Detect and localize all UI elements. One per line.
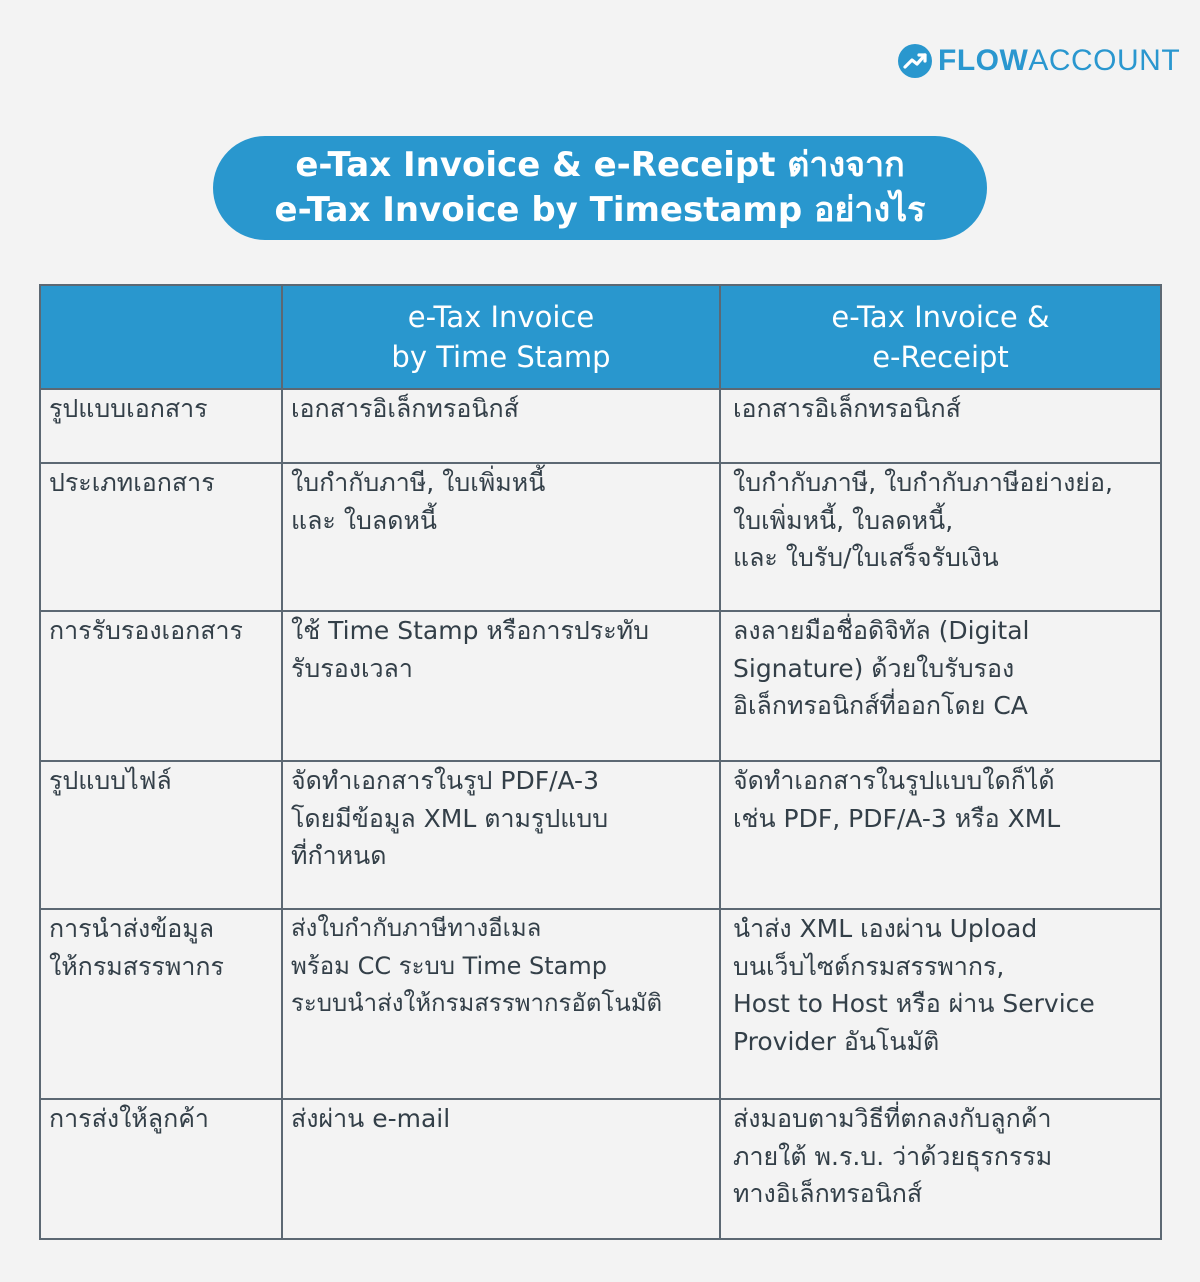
cell-ereceipt: ส่งมอบตามวิธีที่ตกลงกับลูกค้า ภายใต้ พ.ร.บ. ว่าด้วยธุรกรรม ทางอิเล็กทรอนิกส์: [720, 1099, 1161, 1239]
table-row: [40, 463, 1161, 611]
comparison-table: [39, 284, 1162, 1240]
cell-timestamp: ส่งใบกำกับภาษีทางอีเมล พร้อม CC ระบบ Time Stamp ระบบนำส่งให้กรมสรรพากรอัตโนมัติ: [282, 909, 720, 1099]
logo-wordmark: FLOWACCOUNT: [938, 44, 1181, 77]
row-label: ประเภทเอกสาร: [40, 463, 282, 611]
cell-ereceipt: นำส่ง XML เองผ่าน Upload บนเว็บไซต์กรมสรรพากร, Host to Host หรือ ผ่าน Service Provider อันโนมัติ: [720, 909, 1161, 1099]
row-label: รูปแบบไฟล์: [40, 761, 282, 909]
table-header-row: [40, 285, 1161, 389]
table-row: [40, 761, 1161, 909]
cell-timestamp: ใช้ Time Stamp หรือการประทับ รับรองเวลา: [282, 611, 720, 761]
page-title: [213, 136, 987, 240]
flowaccount-logo: [898, 44, 1180, 78]
row-label: การนำส่งข้อมูล ให้กรมสรรพากร: [40, 909, 282, 1099]
header-empty: [40, 285, 282, 389]
cell-ereceipt: ลงลายมือชื่อดิจิทัล (Digital Signature) ด้วยใบรับรอง อิเล็กทรอนิกส์ที่ออกโดย CA: [720, 611, 1161, 761]
title-line-2: e-Tax Invoice by Timestamp อย่างไร: [274, 190, 926, 230]
cell-timestamp: เอกสารอิเล็กทรอนิกส์: [282, 389, 720, 463]
cell-timestamp: ใบกำกับภาษี, ใบเพิ่มหนี้ และ ใบลดหนี้: [282, 463, 720, 611]
trend-up-icon: [898, 44, 932, 78]
cell-ereceipt: ใบกำกับภาษี, ใบกำกับภาษีอย่างย่อ, ใบเพิ่มหนี้, ใบลดหนี้, และ ใบรับ/ใบเสร็จรับเงิน: [720, 463, 1161, 611]
table-row: [40, 1099, 1161, 1239]
row-label: รูปแบบเอกสาร: [40, 389, 282, 463]
row-label: การรับรองเอกสาร: [40, 611, 282, 761]
cell-timestamp: จัดทำเอกสารในรูป PDF/A-3 โดยมีข้อมูล XML ตามรูปแบบ ที่กำหนด: [282, 761, 720, 909]
cell-timestamp: ส่งผ่าน e-mail: [282, 1099, 720, 1239]
table-row: [40, 909, 1161, 1099]
table-row: [40, 389, 1161, 463]
row-label: การส่งให้ลูกค้า: [40, 1099, 282, 1239]
title-line-1: e-Tax Invoice & e-Receipt ต่างจาก: [295, 145, 905, 185]
header-timestamp: e-Tax Invoice by Time Stamp: [282, 285, 720, 389]
cell-ereceipt: เอกสารอิเล็กทรอนิกส์: [720, 389, 1161, 463]
header-ereceipt: e-Tax Invoice & e-Receipt: [720, 285, 1161, 389]
cell-ereceipt: จัดทำเอกสารในรูปแบบใดก็ได้ เช่น PDF, PDF/A-3 หรือ XML: [720, 761, 1161, 909]
table-row: [40, 611, 1161, 761]
